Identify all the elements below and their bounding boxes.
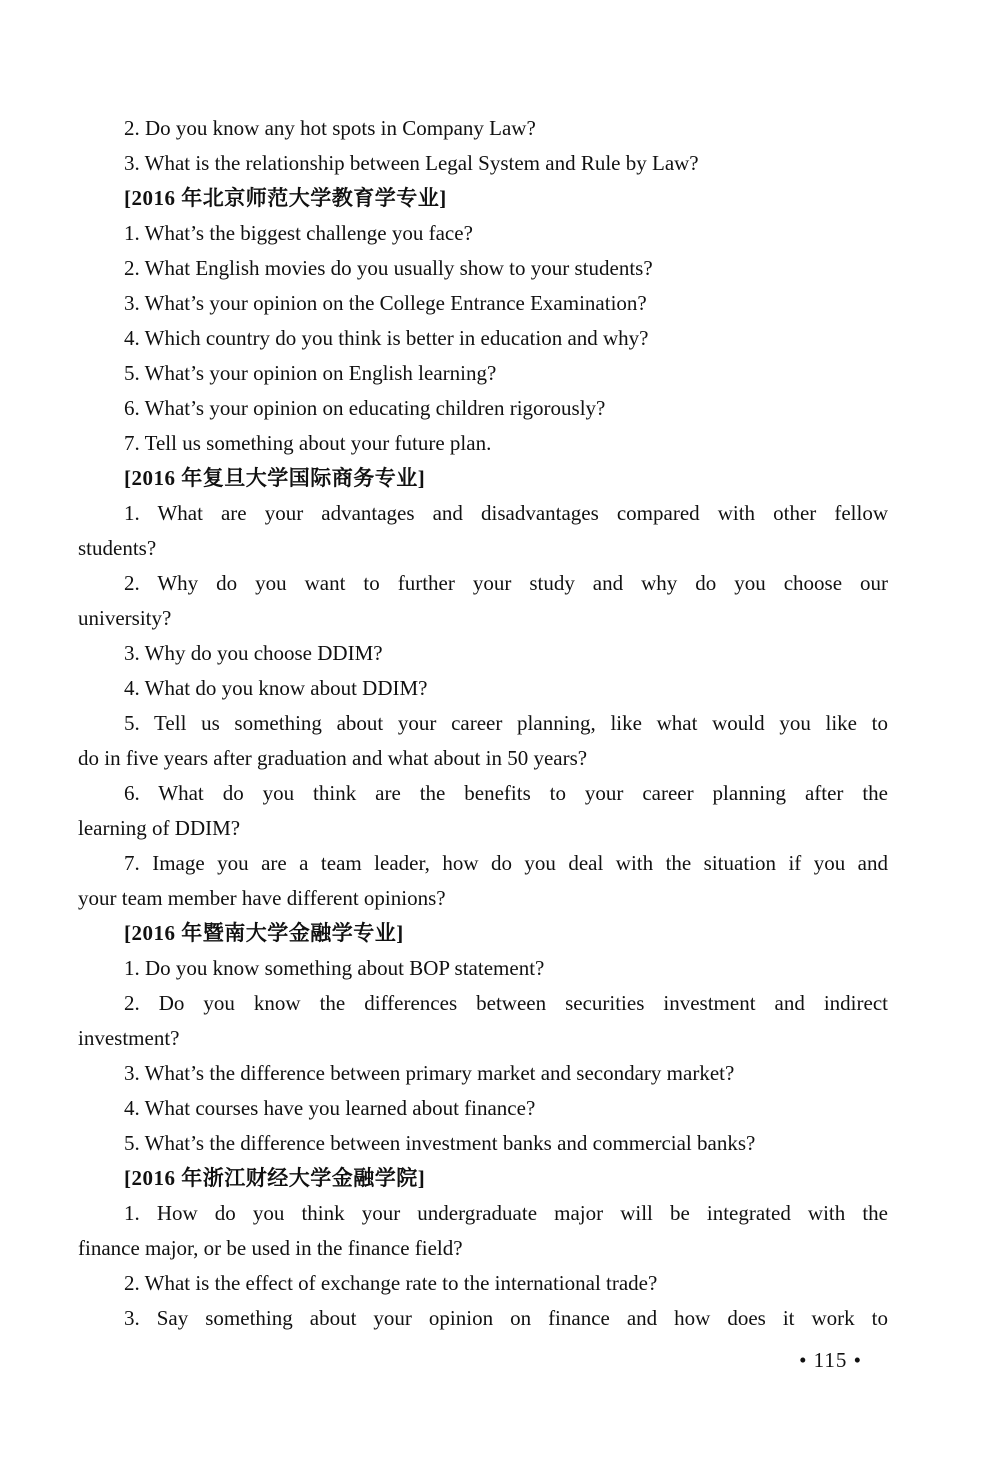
question-item: 5. What’s your opinion on English learning?: [124, 361, 497, 385]
question-item: 1. Do you know something about BOP statement?: [124, 956, 545, 980]
question-continuation: students?: [78, 536, 157, 560]
question-item: 2. What is the effect of exchange rate to the international trade?: [124, 1271, 658, 1295]
page-number: • 115 •: [799, 1348, 862, 1372]
page-content: [78, 111, 888, 1336]
question-item: 2. Do you know the differences between securities investment and indirect: [124, 991, 888, 1015]
question-item: 1. How do you think your undergraduate major will be integrated with the: [124, 1201, 888, 1225]
question-section: [78, 461, 888, 916]
question-item: 6. What do you think are the benefits to your career planning after the: [124, 781, 888, 805]
question-item: 6. What’s your opinion on educating children rigorously?: [124, 396, 606, 420]
question-continuation: your team member have different opinions?: [78, 886, 446, 910]
question-item: 3. What is the relationship between Legal System and Rule by Law?: [124, 151, 699, 175]
question-item: 2. Why do you want to further your study and why do you choose our: [124, 571, 888, 595]
section-heading: [2016 年北京师范大学教育学专业]: [124, 186, 447, 210]
question-item: 7. Image you are a team leader, how do you deal with the situation if you and: [124, 851, 888, 875]
section-heading: [2016 年暨南大学金融学专业]: [124, 921, 404, 945]
question-item: 4. Which country do you think is better in education and why?: [124, 326, 649, 350]
question-item: 5. What’s the difference between investment banks and commercial banks?: [124, 1131, 756, 1155]
question-item: 2. Do you know any hot spots in Company Law?: [124, 116, 536, 140]
section-heading: [2016 年浙江财经大学金融学院]: [124, 1166, 426, 1190]
question-continuation: learning of DDIM?: [78, 816, 241, 840]
question-item: 2. What English movies do you usually show to your students?: [124, 256, 653, 280]
question-section: [78, 1161, 888, 1336]
question-section: [78, 181, 888, 461]
question-item: 5. Tell us something about your career planning, like what would you like to: [124, 711, 888, 735]
question-continuation: finance major, or be used in the finance field?: [78, 1236, 463, 1260]
question-item: 3. What’s the difference between primary market and secondary market?: [124, 1061, 735, 1085]
question-continuation: do in five years after graduation and what about in 50 years?: [78, 746, 588, 770]
question-item: 7. Tell us something about your future plan.: [124, 431, 492, 455]
question-item: 3. Say something about your opinion on finance and how does it work to: [124, 1306, 888, 1330]
question-item: 3. Why do you choose DDIM?: [124, 641, 383, 665]
question-continuation: investment?: [78, 1026, 180, 1050]
question-item: 4. What courses have you learned about finance?: [124, 1096, 536, 1120]
question-item: 4. What do you know about DDIM?: [124, 676, 428, 700]
question-item: 1. What are your advantages and disadvantages compared with other fellow: [124, 501, 888, 525]
question-item: 1. What’s the biggest challenge you face?: [124, 221, 473, 245]
question-item: 3. What’s your opinion on the College Entrance Examination?: [124, 291, 647, 315]
question-section: [78, 916, 888, 1161]
section-heading: [2016 年复旦大学国际商务专业]: [124, 466, 426, 490]
question-continuation: university?: [78, 606, 172, 630]
